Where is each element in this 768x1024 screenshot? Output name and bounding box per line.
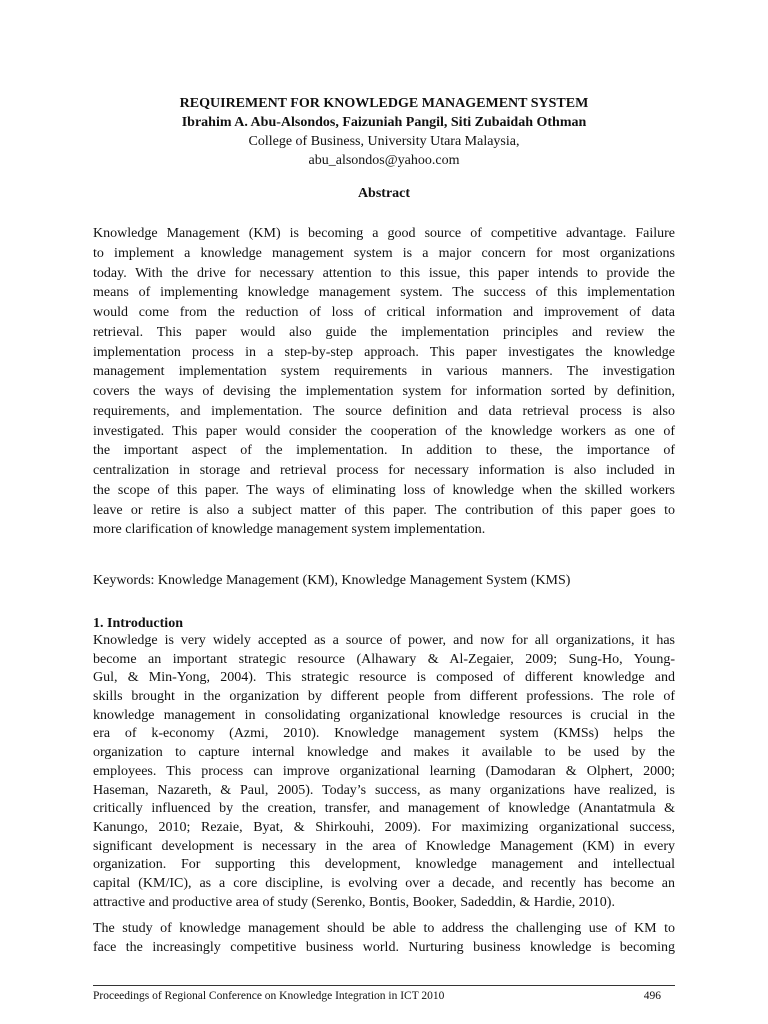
abstract-line: leave or retire is also a subject matter of this paper. The contribution of this paper goes to <box>93 502 675 518</box>
abstract-line: requirements, and implementation. The source definition and data retrieval process is also <box>93 403 675 419</box>
body-line: face the increasingly competitive business world. Nurturing business knowledge is becoming <box>93 940 675 955</box>
body-line: critically influenced by the creation, transfer, and management of knowledge (Anantatmula & <box>93 801 675 817</box>
keywords: Keywords: Knowledge Management (KM), Knowledge Management System (KMS) <box>93 573 571 588</box>
introduction-paragraph <box>93 632 675 912</box>
body-line: knowledge management in consolidating organizational knowledge resources is crucial in the <box>93 707 675 723</box>
paper-title: REQUIREMENT FOR KNOWLEDGE MANAGEMENT SYSTEM <box>179 96 589 111</box>
page-number: 496 <box>643 990 661 1002</box>
body-line: Kanungo, 2010; Rezaie, Byat, & Shirkouhi, 2009). For maximizing organizational success, <box>93 819 675 835</box>
abstract-line: more clarification of knowledge management system implementation. <box>93 522 486 538</box>
abstract-line: would come from the reduction of loss of critical information and improvement of data <box>93 305 675 320</box>
page-footer <box>93 988 675 1004</box>
body-line: era of k-economy (Azmi, 2010). Knowledge management system (KMSs) helps the <box>93 726 675 742</box>
body-line: Haseman, Nazareth, & Paul, 2005). Today’s success, as many organizations have realized, is <box>93 782 675 798</box>
abstract-line: Knowledge Management (KM) is becoming a good source of competitive advantage. Failure <box>93 226 675 241</box>
abstract-heading: Abstract <box>357 186 411 201</box>
abstract-line: the scope of this paper. The ways of eliminating loss of knowledge when the skilled workers <box>93 482 675 498</box>
body-line: significant development is necessary in the area of Knowledge Management (KM) in every <box>93 838 675 854</box>
body-line: Knowledge is very widely accepted as a source of power, and now for all organizations, it has <box>93 633 675 648</box>
body-line: organization. For supporting this development, knowledge management and intellectual <box>93 857 675 873</box>
abstract-line: today. With the drive for necessary attention to this issue, this paper intends to provide the <box>93 265 675 281</box>
body-line: Gul, & Min-Yong, 2004). This strategic resource is composed of different knowledge and <box>93 670 675 686</box>
abstract-body <box>93 224 675 540</box>
body-line: skills brought in the organization by different people from different professions. The role of <box>93 689 675 705</box>
abstract-line: investigated. This paper would consider the cooperation of the knowledge workers as one of <box>93 423 675 439</box>
body-line: organization to capture internal knowledge and makes it available to be used by the <box>93 745 675 761</box>
body-line: capital (KM/IC), as a core discipline, is evolving over a decade, and recently has become an <box>93 875 675 891</box>
body-line: attractive and productive area of study (Serenko, Bontis, Booker, Sadeddin, & Hardie, 2010). <box>93 894 615 910</box>
body-line: become an important strategic resource (Alhawary & Al-Zegaier, 2009; Sung-Ho, Young- <box>93 651 675 667</box>
abstract-line: the important aspect of the implementation. In addition to these, the importance of <box>93 443 675 459</box>
abstract-line: covers the ways of devising the implementation system for information sorted by definition, <box>93 384 675 399</box>
introduction-paragraph-2 <box>93 919 675 957</box>
abstract-line: centralization in storage and retrieval process for necessary information is also included in <box>93 463 675 478</box>
paper-header <box>93 94 675 170</box>
author-email: abu_alsondos@yahoo.com <box>308 153 460 168</box>
abstract-line: management implementation system requirements in various manners. The investigation <box>93 364 675 380</box>
paper-page <box>93 0 675 1024</box>
section-heading-introduction: 1. Introduction <box>93 616 183 631</box>
body-line: The study of knowledge management should be able to address the challenging use of KM to <box>93 921 675 936</box>
paper-authors: Ibrahim A. Abu-Alsondos, Faizuniah Pangil, Siti Zubaidah Othman <box>181 115 587 130</box>
abstract-line: means of implementing knowledge management system. The success of this implementation <box>93 285 675 301</box>
abstract-line: to implement a knowledge management system is a major concern for most organizations <box>93 245 675 261</box>
abstract-line: implementation process in a step-by-step approach. This paper investigates the knowledge <box>93 344 675 360</box>
footer-divider <box>93 985 675 986</box>
abstract-line: retrieval. This paper would also guide the implementation principles and review the <box>93 324 675 340</box>
author-affiliation: College of Business, University Utara Malaysia, <box>248 134 520 149</box>
footer-proceedings: Proceedings of Regional Conference on Knowledge Integration in ICT 2010 <box>93 990 445 1002</box>
body-line: employees. This process can improve organizational learning (Damodaran & Olphert, 2000; <box>93 763 675 779</box>
